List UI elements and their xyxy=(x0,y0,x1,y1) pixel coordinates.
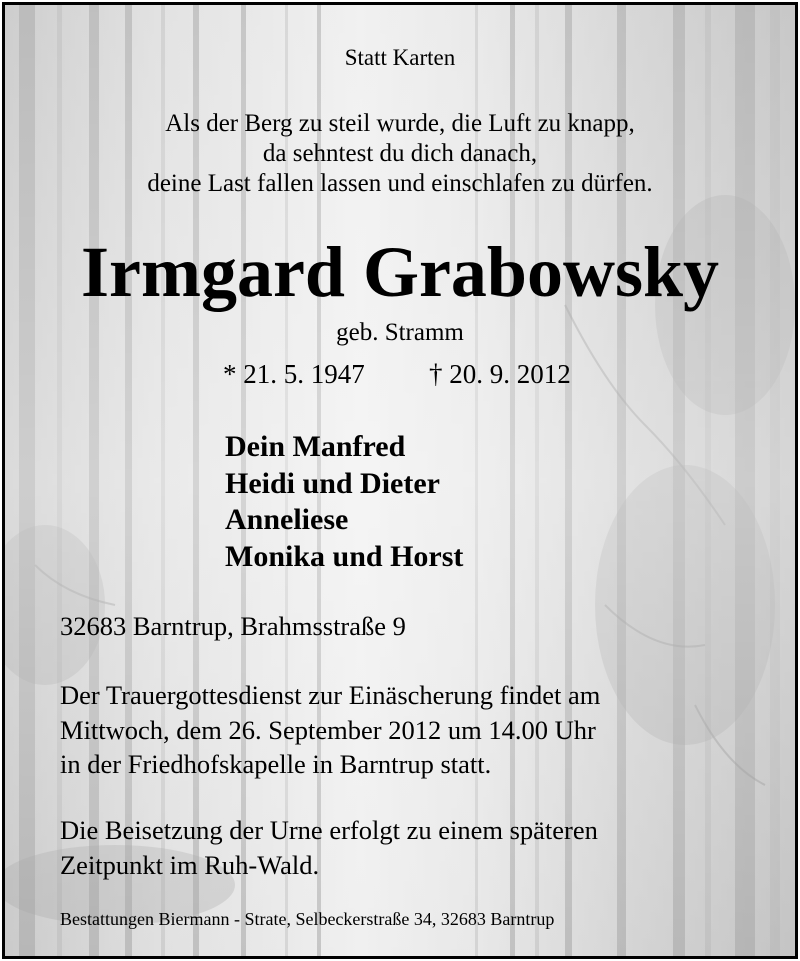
address-block xyxy=(60,609,780,644)
service-announcement xyxy=(60,678,780,782)
poem-line: deine Last fallen lassen und einschlafen zu dürfen. xyxy=(147,170,653,197)
mourner-name: Heidi und Dieter xyxy=(225,466,440,500)
burial-line: Zeitpunkt im Ruh-Wald. xyxy=(60,849,320,880)
service-line: Der Trauergottesdienst zur Einäscherung findet am xyxy=(60,680,601,710)
mourner-name: Anneliese xyxy=(225,503,349,536)
address: 32683 Barntrup, Brahmsstraße 9 xyxy=(60,611,406,641)
burial-announcement xyxy=(60,813,780,882)
obituary-notice xyxy=(2,2,798,959)
service-line: Mittwoch, dem 26. September 2012 um 14.00 Uhr xyxy=(60,714,596,745)
birth-date: * 21. 5. 1947 xyxy=(223,359,365,389)
burial-line: Die Beisetzung der Urne erfolgt zu einem späteren xyxy=(60,815,598,845)
poem-line: Als der Berg zu steil wurde, die Luft zu knapp, xyxy=(165,110,635,137)
death-date: † 20. 9. 2012 xyxy=(429,359,571,389)
poem-line: da sehntest du dich danach, xyxy=(262,140,538,167)
header-label: Statt Karten xyxy=(344,45,456,70)
funeral-home-footer: Bestattungen Biermann - Strate, Selbeckerstraße 34, 32683 Barntrup xyxy=(60,909,555,929)
mourner-name: Monika und Horst xyxy=(225,539,464,573)
maiden-name: geb. Stramm xyxy=(336,319,464,346)
deceased-name: Irmgard Grabowsky xyxy=(80,232,719,312)
mourner-name: Dein Manfred xyxy=(225,430,406,463)
service-line: in der Friedhofskapelle in Barntrup statt. xyxy=(60,749,492,779)
mourners-list xyxy=(225,429,463,575)
